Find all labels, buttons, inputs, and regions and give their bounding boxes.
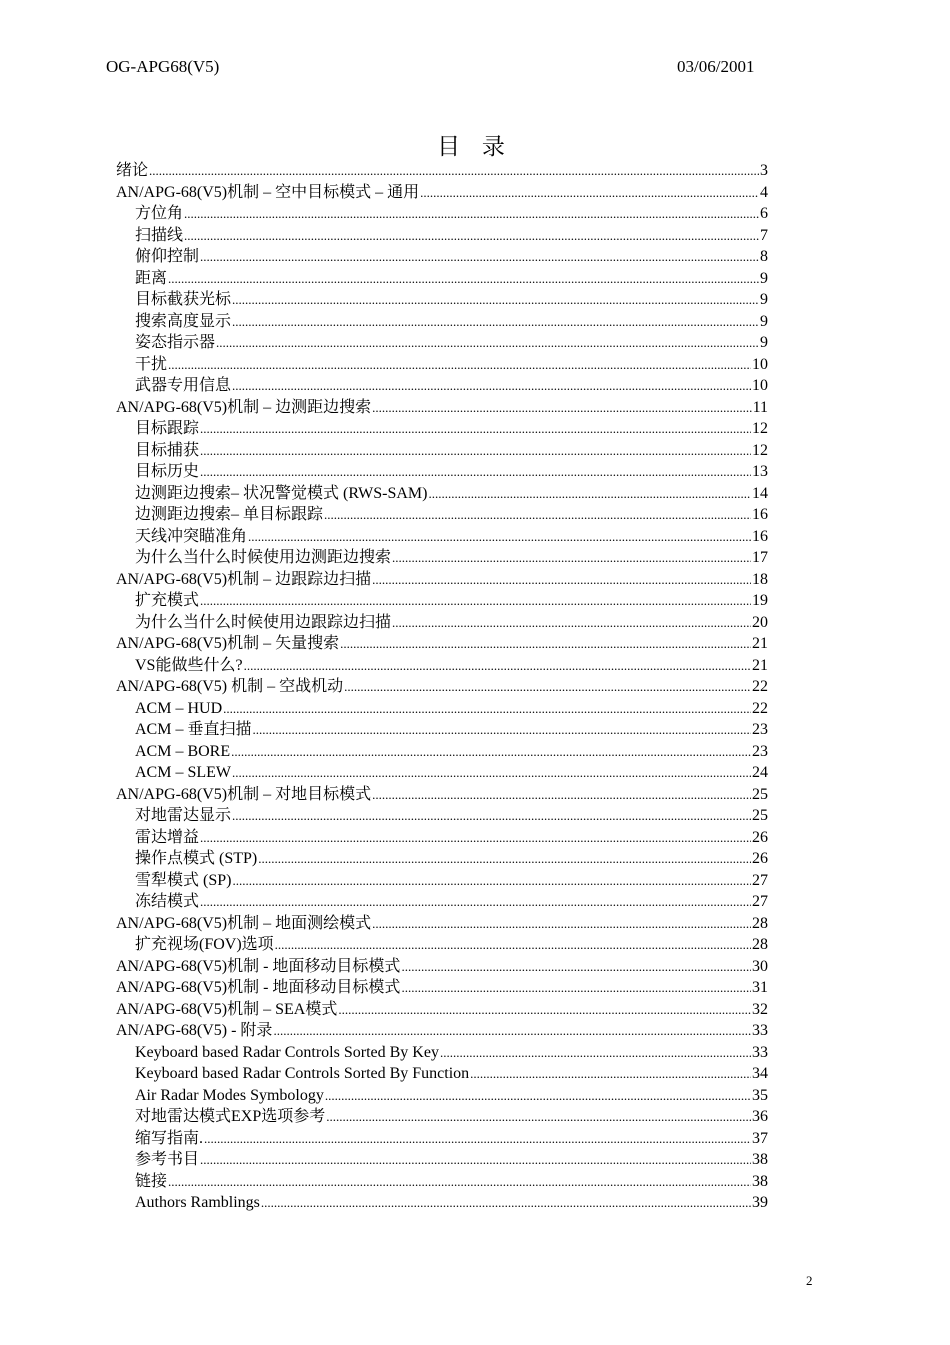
toc-entry-page: 19 bbox=[752, 592, 768, 609]
toc-entry-page: 25 bbox=[752, 807, 768, 824]
toc-entry-page: 31 bbox=[752, 979, 768, 996]
toc-entry[interactable] bbox=[116, 784, 768, 806]
toc-entry-title: 边测距边搜索– 单目标跟踪 bbox=[135, 506, 324, 523]
toc-entry[interactable] bbox=[116, 1020, 768, 1042]
toc-entry-title: ACM – HUD bbox=[135, 699, 223, 717]
toc-entry-title: 为什么当什么时候使用边跟踪边扫描 bbox=[135, 613, 392, 631]
toc-entry-page: 22 bbox=[752, 699, 768, 717]
page-number: 2 bbox=[806, 1273, 813, 1288]
toc-dot-leader bbox=[200, 1149, 751, 1171]
toc-entry[interactable] bbox=[116, 1085, 768, 1107]
toc-entry[interactable] bbox=[116, 891, 768, 913]
toc-entry[interactable] bbox=[116, 870, 768, 892]
toc-entry-title: 冻结模式 bbox=[135, 893, 200, 910]
toc-entry-title: 搜索高度显示 bbox=[135, 312, 232, 330]
toc-dot-leader bbox=[344, 676, 751, 698]
toc-entry[interactable] bbox=[116, 246, 768, 268]
toc-entry[interactable] bbox=[116, 160, 768, 182]
toc-entry[interactable] bbox=[116, 934, 768, 956]
toc-dot-leader bbox=[200, 246, 759, 268]
toc-entry-page: 30 bbox=[752, 957, 768, 975]
toc-entry-page: 28 bbox=[752, 936, 768, 953]
toc-entry-title: Air Radar Modes Symbology bbox=[135, 1086, 324, 1104]
toc-entry-page: 38 bbox=[752, 1172, 768, 1190]
toc-title: 目 录 bbox=[437, 134, 513, 159]
toc-entry-page: 12 bbox=[752, 441, 768, 459]
toc-dot-leader bbox=[200, 418, 751, 440]
toc-dot-leader bbox=[200, 827, 751, 849]
toc-entry[interactable] bbox=[116, 676, 768, 698]
toc-entry-title: 雪犁模式 (SP) bbox=[135, 871, 232, 889]
toc-entry-page: 33 bbox=[752, 1043, 768, 1061]
toc-entry[interactable] bbox=[116, 354, 768, 376]
toc-entry[interactable] bbox=[116, 311, 768, 333]
toc-entry-title: AN/APG-68(V5)机制 – 矢量搜索 bbox=[116, 635, 340, 652]
toc-entry-title: 方位角 bbox=[135, 205, 184, 222]
toc-entry-title: 对地雷达模式EXP选项参考 bbox=[135, 1108, 326, 1125]
toc-dot-leader bbox=[231, 741, 751, 763]
toc-entry-page: 26 bbox=[752, 828, 768, 846]
toc-entry-page: 25 bbox=[752, 785, 768, 803]
toc-entry-page: 16 bbox=[752, 527, 768, 545]
toc-entry[interactable] bbox=[116, 1149, 768, 1171]
toc-dot-leader bbox=[372, 913, 751, 935]
toc-entry[interactable] bbox=[116, 461, 768, 483]
toc-entry-page: 3 bbox=[760, 162, 768, 179]
toc-dot-leader bbox=[340, 633, 751, 655]
toc-dot-leader bbox=[168, 1171, 751, 1193]
toc-entry-page: 10 bbox=[752, 355, 768, 373]
toc-dot-leader bbox=[401, 956, 751, 978]
toc-entry-title: Keyboard based Radar Controls Sorted By Key bbox=[135, 1043, 439, 1061]
toc-entry[interactable] bbox=[116, 289, 768, 311]
toc-dot-leader bbox=[401, 977, 751, 999]
toc-entry-page: 36 bbox=[752, 1108, 768, 1125]
toc-entry-title: 目标跟踪 bbox=[135, 420, 200, 437]
toc-entry[interactable] bbox=[116, 483, 768, 505]
toc-dot-leader bbox=[216, 332, 759, 354]
toc-dot-leader bbox=[392, 612, 751, 634]
toc-dot-leader bbox=[470, 1063, 751, 1085]
toc-entry[interactable] bbox=[116, 268, 768, 290]
toc-entry[interactable] bbox=[116, 1192, 768, 1214]
toc-entry-page: 18 bbox=[752, 570, 768, 588]
toc-entry-title: AN/APG-68(V5)机制 – 空中目标模式 – 通用 bbox=[116, 183, 420, 201]
toc-entry-page: 13 bbox=[752, 463, 768, 480]
toc-entry-title: 俯仰控制 bbox=[135, 248, 200, 265]
toc-dot-leader bbox=[232, 805, 751, 827]
toc-entry-title: 目标历史 bbox=[135, 463, 200, 480]
toc-entry-page: 8 bbox=[760, 248, 768, 265]
toc-entry-page: 20 bbox=[752, 613, 768, 631]
toc-dot-leader bbox=[200, 891, 751, 913]
toc-entry[interactable] bbox=[116, 375, 768, 397]
toc-dot-leader bbox=[261, 1192, 751, 1214]
toc-entry-page: 9 bbox=[760, 334, 768, 351]
toc-entry-page: 21 bbox=[752, 635, 768, 652]
toc-entry[interactable] bbox=[116, 397, 768, 419]
toc-dot-leader bbox=[372, 784, 751, 806]
toc-entry[interactable] bbox=[116, 848, 768, 870]
toc-entry-page: 37 bbox=[752, 1129, 768, 1147]
toc-entry[interactable] bbox=[116, 1171, 768, 1193]
toc-entry-title: Keyboard based Radar Controls Sorted By Function bbox=[135, 1065, 470, 1082]
toc-entry[interactable] bbox=[116, 225, 768, 247]
header-document-id: OG-APG68(V5) bbox=[106, 57, 220, 76]
toc-entry-title: 干扰 bbox=[135, 355, 168, 373]
toc-entry-page: 24 bbox=[752, 764, 768, 781]
toc-dot-leader bbox=[232, 375, 751, 397]
toc-dot-leader bbox=[232, 870, 751, 892]
toc-dot-leader bbox=[275, 934, 751, 956]
toc-entry[interactable] bbox=[116, 569, 768, 591]
toc-entry-page: 9 bbox=[760, 291, 768, 308]
toc-entry-page: 22 bbox=[752, 678, 768, 695]
toc-entry-page: 27 bbox=[752, 871, 768, 889]
toc-entry[interactable] bbox=[116, 182, 768, 204]
toc-dot-leader bbox=[168, 354, 751, 376]
toc-dot-leader bbox=[232, 311, 759, 333]
toc-entry-page: 4 bbox=[760, 183, 768, 201]
toc-entry-title: 绪论 bbox=[116, 162, 149, 179]
toc-entry[interactable] bbox=[116, 504, 768, 526]
toc-entry-page: 12 bbox=[752, 420, 768, 437]
toc-entry-title: AN/APG-68(V5)机制 – 对地目标模式 bbox=[116, 785, 372, 803]
toc-entry[interactable] bbox=[116, 1128, 768, 1150]
toc-entry[interactable] bbox=[116, 913, 768, 935]
toc-entry-page: 32 bbox=[752, 1000, 768, 1018]
toc-dot-leader bbox=[338, 999, 751, 1021]
toc-entry[interactable] bbox=[116, 741, 768, 763]
toc-dot-leader bbox=[324, 504, 751, 526]
toc-entry-page: 23 bbox=[752, 721, 768, 738]
toc-entry-title: 扩充模式 bbox=[135, 592, 200, 609]
toc-dot-leader bbox=[428, 483, 751, 505]
toc-entry[interactable] bbox=[116, 999, 768, 1021]
toc-entry-page: 7 bbox=[760, 226, 768, 244]
toc-dot-leader bbox=[325, 1085, 751, 1107]
toc-entry-title: ACM – 垂直扫描 bbox=[135, 721, 252, 738]
toc-entry[interactable] bbox=[116, 547, 768, 569]
toc-entry[interactable] bbox=[116, 612, 768, 634]
toc-entry[interactable] bbox=[116, 418, 768, 440]
toc-entry-page: 10 bbox=[752, 377, 768, 394]
toc-dot-leader bbox=[232, 762, 751, 784]
toc-dot-leader bbox=[200, 440, 751, 462]
toc-entry[interactable] bbox=[116, 977, 768, 999]
toc-entry-page: 17 bbox=[752, 549, 768, 566]
toc-entry[interactable] bbox=[116, 526, 768, 548]
toc-entry-title: AN/APG-68(V5)机制 – SEA模式 bbox=[116, 1000, 338, 1018]
toc-dot-leader bbox=[184, 225, 759, 247]
toc-dot-leader bbox=[440, 1042, 751, 1064]
toc-entry-title: 缩写指南. bbox=[135, 1129, 204, 1147]
toc-entry-page: 6 bbox=[760, 205, 768, 222]
toc-dot-leader bbox=[372, 397, 751, 419]
toc-dot-leader bbox=[200, 590, 751, 612]
toc-entry-page: 16 bbox=[752, 506, 768, 523]
toc-entry[interactable] bbox=[116, 698, 768, 720]
toc-entry-title: AN/APG-68(V5)机制 – 边测距边搜索 bbox=[116, 398, 372, 416]
toc-entry-page: 11 bbox=[752, 398, 768, 416]
toc-entry-page: 21 bbox=[752, 656, 768, 674]
toc-dot-leader bbox=[244, 655, 751, 677]
toc-entry-page: 33 bbox=[752, 1022, 768, 1039]
toc-entry-title: 参考书目 bbox=[135, 1151, 200, 1168]
toc-dot-leader bbox=[372, 569, 751, 591]
toc-entry-title: 目标捕获 bbox=[135, 441, 200, 459]
toc-dot-leader bbox=[168, 268, 759, 290]
toc-entry-title: 边测距边搜索– 状况警觉模式 (RWS-SAM) bbox=[135, 484, 428, 502]
toc-entry-page: 38 bbox=[752, 1151, 768, 1168]
toc-entry-page: 9 bbox=[760, 269, 768, 287]
toc-entry-title: ACM – SLEW bbox=[135, 764, 231, 781]
toc-entry-title: ACM – BORE bbox=[135, 742, 231, 760]
toc-entry-title: AN/APG-68(V5) - 附录 bbox=[116, 1022, 273, 1039]
toc-dot-leader bbox=[232, 289, 759, 311]
table-of-contents bbox=[116, 160, 768, 1214]
toc-entry-title: AN/APG-68(V5)机制 - 地面移动目标模式 bbox=[116, 957, 401, 975]
toc-entry-title: 对地雷达显示 bbox=[135, 807, 232, 824]
toc-entry-title: Authors Ramblings bbox=[135, 1194, 260, 1211]
toc-entry-title: 武器专用信息 bbox=[135, 377, 232, 394]
toc-entry-title: AN/APG-68(V5)机制 – 边跟踪边扫描 bbox=[116, 570, 372, 588]
toc-entry-page: 26 bbox=[752, 850, 768, 867]
toc-entry-page: 23 bbox=[752, 742, 768, 760]
toc-dot-leader bbox=[200, 461, 751, 483]
toc-dot-leader bbox=[252, 719, 751, 741]
toc-entry[interactable] bbox=[116, 1042, 768, 1064]
toc-entry[interactable] bbox=[116, 827, 768, 849]
toc-entry[interactable] bbox=[116, 956, 768, 978]
toc-entry-title: 姿态指示器 bbox=[135, 334, 216, 351]
toc-entry-page: 14 bbox=[752, 484, 768, 502]
toc-entry-page: 9 bbox=[760, 312, 768, 330]
toc-dot-leader bbox=[184, 203, 759, 225]
toc-entry-page: 35 bbox=[752, 1086, 768, 1104]
toc-entry-title: 为什么当什么时候使用边测距边搜索 bbox=[135, 549, 392, 566]
toc-dot-leader bbox=[273, 1020, 751, 1042]
toc-entry-title: 雷达增益 bbox=[135, 828, 200, 846]
header-date: 03/06/2001 bbox=[677, 57, 755, 76]
toc-entry-title: 扩充视场(FOV)选项 bbox=[135, 936, 274, 953]
toc-entry-title: AN/APG-68(V5)机制 - 地面移动目标模式 bbox=[116, 979, 401, 996]
toc-entry[interactable] bbox=[116, 590, 768, 612]
toc-entry[interactable] bbox=[116, 1106, 768, 1128]
toc-entry[interactable] bbox=[116, 1063, 768, 1085]
toc-entry[interactable] bbox=[116, 440, 768, 462]
toc-entry-title: AN/APG-68(V5) 机制 – 空战机动 bbox=[116, 678, 344, 695]
toc-entry[interactable] bbox=[116, 805, 768, 827]
toc-entry-page: 34 bbox=[752, 1065, 768, 1082]
toc-dot-leader bbox=[204, 1128, 751, 1150]
toc-entry[interactable] bbox=[116, 655, 768, 677]
toc-entry-title: VS能做些什么? bbox=[135, 656, 243, 674]
toc-entry-page: 27 bbox=[752, 893, 768, 910]
toc-entry-title: 天线冲突瞄准角 bbox=[135, 527, 248, 545]
toc-entry-title: 距离 bbox=[135, 269, 168, 287]
toc-entry-title: AN/APG-68(V5)机制 – 地面测绘模式 bbox=[116, 914, 372, 932]
toc-entry[interactable] bbox=[116, 633, 768, 655]
toc-dot-leader bbox=[149, 160, 759, 182]
toc-dot-leader bbox=[420, 182, 759, 204]
toc-entry-title: 操作点模式 (STP) bbox=[135, 850, 258, 867]
toc-dot-leader bbox=[248, 526, 751, 548]
toc-entry[interactable] bbox=[116, 719, 768, 741]
toc-dot-leader bbox=[392, 547, 751, 569]
toc-entry-title: 目标截获光标 bbox=[135, 291, 232, 308]
toc-dot-leader bbox=[223, 698, 751, 720]
toc-dot-leader bbox=[326, 1106, 751, 1128]
toc-entry-title: 扫描线 bbox=[135, 226, 184, 244]
toc-entry[interactable] bbox=[116, 203, 768, 225]
toc-entry[interactable] bbox=[116, 332, 768, 354]
toc-entry-title: 链接 bbox=[135, 1172, 168, 1190]
toc-dot-leader bbox=[258, 848, 751, 870]
toc-entry-page: 28 bbox=[752, 914, 768, 932]
toc-entry[interactable] bbox=[116, 762, 768, 784]
toc-entry-page: 39 bbox=[752, 1194, 768, 1211]
